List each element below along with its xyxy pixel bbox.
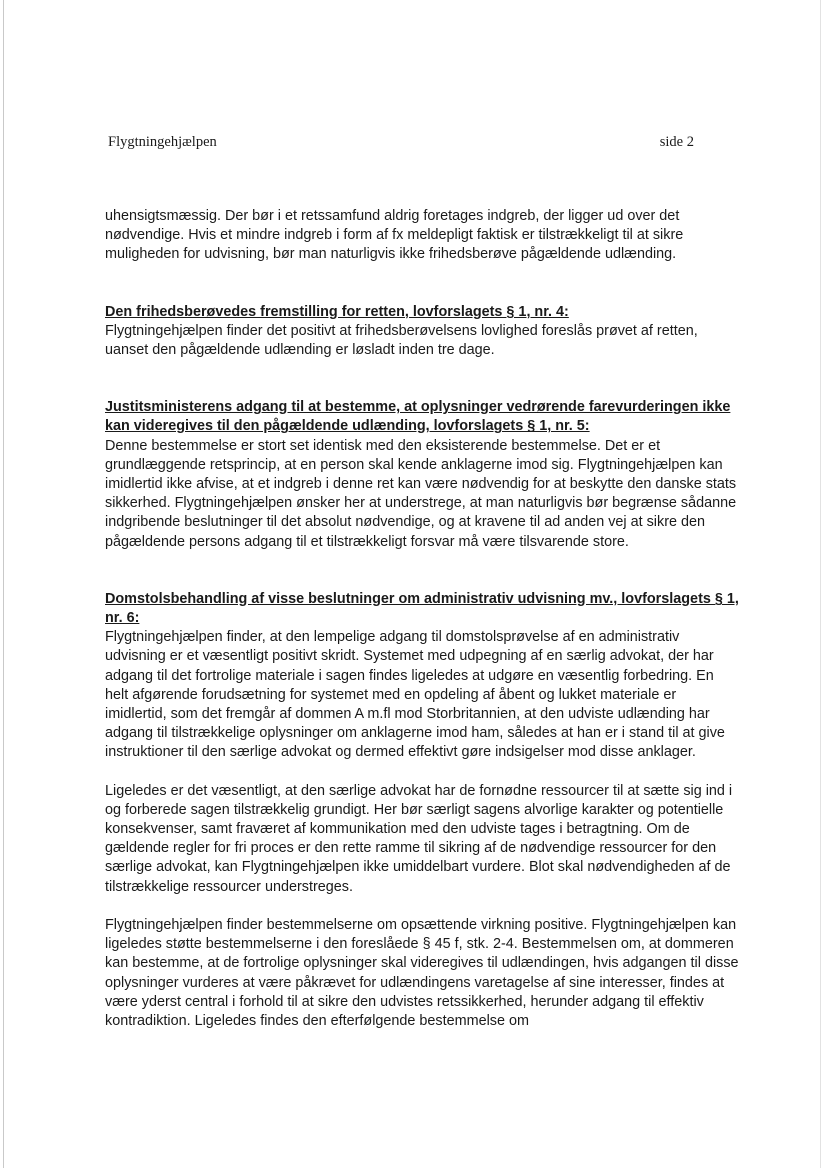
section-paragraph: Denne bestemmelse er stort set identisk med den eksisterende bestemmelse. Det er et grundlæggende retsprincip, at en person skal kende anklagerne imod sig. Flygtningehjælpen kan imidlertid ikke afvise, at et indgreb i denne ret kan være nødvendig for at beskytte den danske stats sikkerhed. Flygtningehjælpen ønsker her at understrege, at man naturligvis bør begrænse sådanne indgribende beslutninger til det absolut nødvendige, og at kravene til ad anden vej at sikre den pågældende persons adgang til et tilstrækkeligt forsvar må være tilsvarende store. — [105, 437, 737, 550]
document-body — [105, 207, 740, 1031]
page-header — [108, 134, 694, 154]
section-domstolsbehandling — [105, 590, 740, 1031]
section-paragraph: Ligeledes er det væsentligt, at den særlige advokat har de fornødne ressourcer til at sætte sig ind i og forberede sagen tilstrækkelig grundigt. Her bør særligt sagens alvorlige karakter og potentielle konsekvenser, samt fraværet af kommunikation med den udviste tages i betragtning. Om de gældende regler for fri proces er den rette ramme til sikring af de nødvendige ressourcer for den særlige advokat, kan Flygtningehjælpen ikke umiddelbart vurdere. Blot skal nødvendigheden af de tilstrækkelige ressourcer understreges. — [105, 782, 733, 895]
section-heading: Justitsministerens adgang til at bestemme, at oplysninger vedrørende farevurderingen ikke kan videregives til den pågældende udlænding, lovforslagets § 1, nr. 5: — [105, 399, 731, 435]
section-paragraph: Flygtningehjælpen finder det positivt at frihedsberøvelsens lovlighed foreslås prøvet af retten, uanset den pågældende udlænding er løsladt inden tre dage. — [105, 322, 698, 359]
section-paragraph: Flygtningehjælpen finder, at den lempelige adgang til domstolsprøvelse af en administrativ udvisning er et væsentligt positivt skridt. Systemet med udpegning af en særlig advokat, der har adgang til det fortrolige materiale i sagen findes ligeledes at udgøre en væsentlig forbedring. En helt afgørende forudsætning for systemet med en opdeling af åbent og lukket materiale er imidlertid, som det fremgår af dommen A m.fl mod Storbritannien, at den udviste udlænding har adgang til tilstrækkelige oplysninger om anklagerne imod ham, således at han er i stand til at give instruktioner til den særlige advokat og dermed effektivt gøre indsigelser mod disse anklager. — [105, 629, 725, 761]
section-farevurdering — [105, 398, 740, 552]
header-organization: Flygtningehjælpen — [108, 134, 217, 150]
scan-edge-right — [820, 0, 821, 1168]
section-heading: Domstolsbehandling af visse beslutninger om administrativ udvisning mv., lovforslagets § 1, nr. 6: — [105, 590, 739, 627]
scan-edge-left — [3, 0, 4, 1168]
intro-paragraph: uhensigtsmæssig. Der bør i et retssamfund aldrig foretages indgreb, der ligger ud over det nødvendige. Hvis et mindre indgreb i form af fx meldepligt faktisk er tilstrækkeligt til at sikre muligheden for udvisning, bør man naturligvis ikke frihedsberøve pågældende udlænding. — [105, 208, 684, 263]
page-number: side 2 — [659, 134, 694, 150]
section-heading: Den frihedsberøvedes fremstilling for retten, lovforslagets § 1, nr. 4: — [105, 303, 569, 320]
section-paragraph: Flygtningehjælpen finder bestemmelserne om opsættende virkning positive. Flygtningehjælpen kan ligeledes støtte bestemmelserne i den foreslåede § 45 f, stk. 2-4. Bestemmelsen om, at dommeren kan bestemme, at de fortrolige oplysninger skal videregives til udlændingen, hvis adgangen til disse oplysninger vurderes at være påkrævet for udlændingens varetagelse af sine interesser, findes at være yderst central i forhold til at sikre den udvistes retssikkerhed, herunder adgang til effektiv kontradiktion. Ligeledes findes den efterfølgende bestemmelse om — [105, 916, 739, 1029]
section-fremstilling — [105, 303, 740, 361]
